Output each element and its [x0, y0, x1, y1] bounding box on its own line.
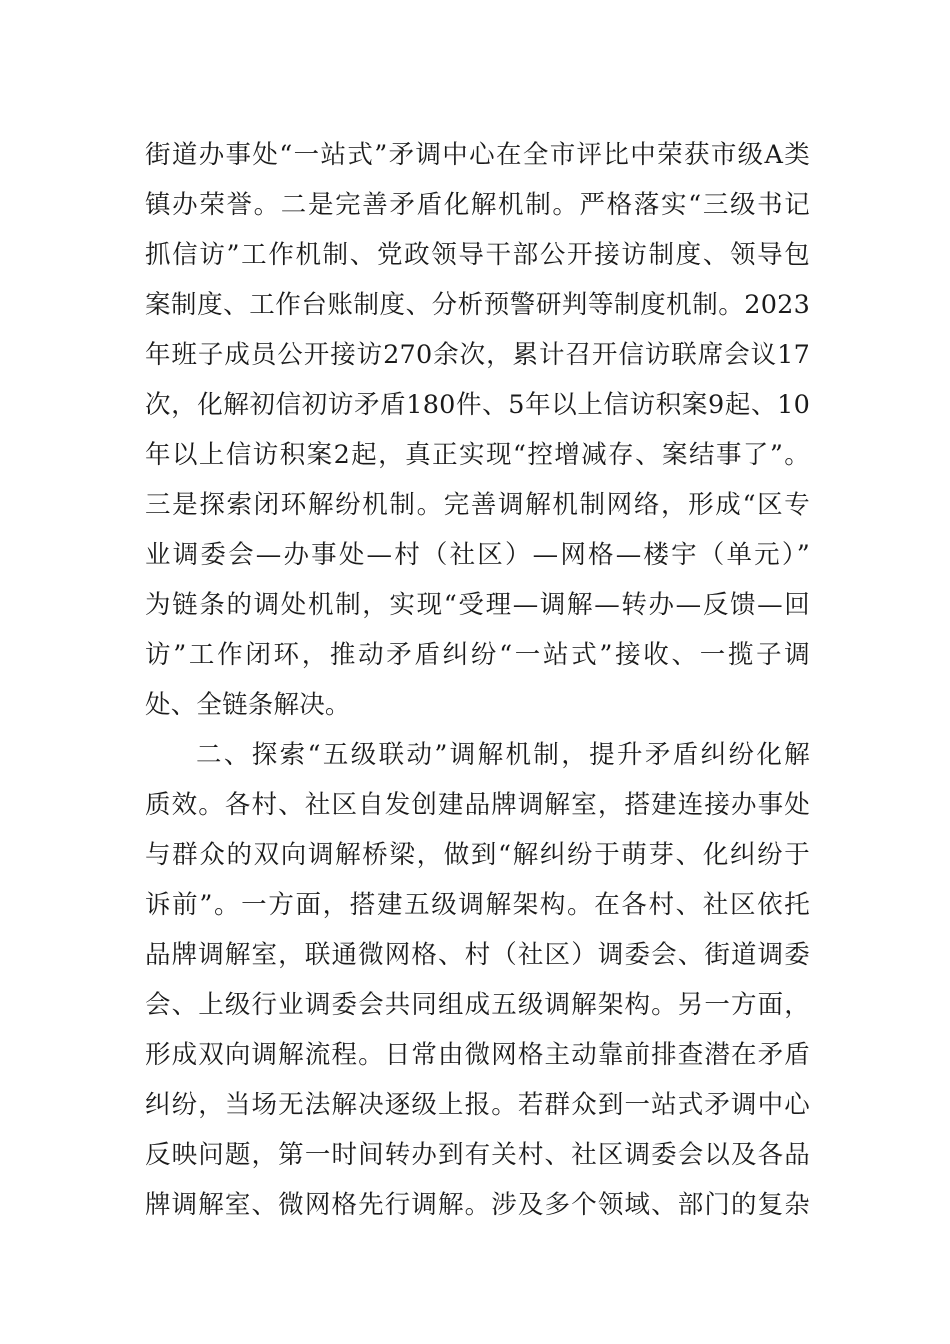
text-line: 品牌调解室，联通微网格、村（社区）调委会、街道调委 [145, 940, 810, 970]
text-line: 抓信访”工作机制、党政领导干部公开接访制度、领导包 [145, 240, 810, 270]
text-line: 处、全链条解决。 [145, 690, 351, 720]
text-line: 业调委会—办事处—村（社区）—网格—楼宇（单元）” [145, 540, 810, 570]
text-line: 会、上级行业调委会共同组成五级调解架构。另一方面， [145, 990, 810, 1020]
text-line: 反映问题，第一时间转办到有关村、社区调委会以及各品 [145, 1140, 810, 1170]
text-line: 案制度、工作台账制度、分析预警研判等制度机制。2023 [145, 290, 810, 320]
text-line: 牌调解室、微网格先行调解。涉及多个领域、部门的复杂 [145, 1190, 810, 1220]
text-line: 纠纷，当场无法解决逐级上报。若群众到一站式矛调中心 [145, 1090, 810, 1120]
body-text [145, 130, 810, 1230]
text-line: 年以上信访积案2起，真正实现“控增减存、案结事了”。 [145, 440, 810, 470]
text-line: 与群众的双向调解桥梁，做到“解纠纷于萌芽、化纠纷于 [145, 840, 810, 870]
text-line: 三是探索闭环解纷机制。完善调解机制网络，形成“区专 [145, 490, 810, 520]
text-line: 形成双向调解流程。日常由微网格主动靠前排查潜在矛盾 [145, 1040, 810, 1070]
text-line: 年班子成员公开接访270余次，累计召开信访联席会议17 [145, 340, 810, 370]
text-line: 镇办荣誉。二是完善矛盾化解机制。严格落实“三级书记 [145, 190, 810, 220]
text-line: 诉前”。一方面，搭建五级调解架构。在各村、社区依托 [145, 890, 810, 920]
paragraph-heading-line: 二、探索“五级联动”调解机制，提升矛盾纠纷化解 [196, 740, 810, 770]
text-line: 次，化解初信初访矛盾180件、5年以上信访积案9起、10 [145, 390, 810, 420]
text-line: 访”工作闭环，推动矛盾纠纷“一站式”接收、一揽子调 [145, 640, 810, 670]
text-line: 街道办事处“一站式”矛调中心在全市评比中荣获市级A类 [145, 140, 810, 170]
text-line: 质效。各村、社区自发创建品牌调解室，搭建连接办事处 [145, 790, 810, 820]
text-line: 为链条的调处机制，实现“受理—调解—转办—反馈—回 [145, 590, 810, 620]
